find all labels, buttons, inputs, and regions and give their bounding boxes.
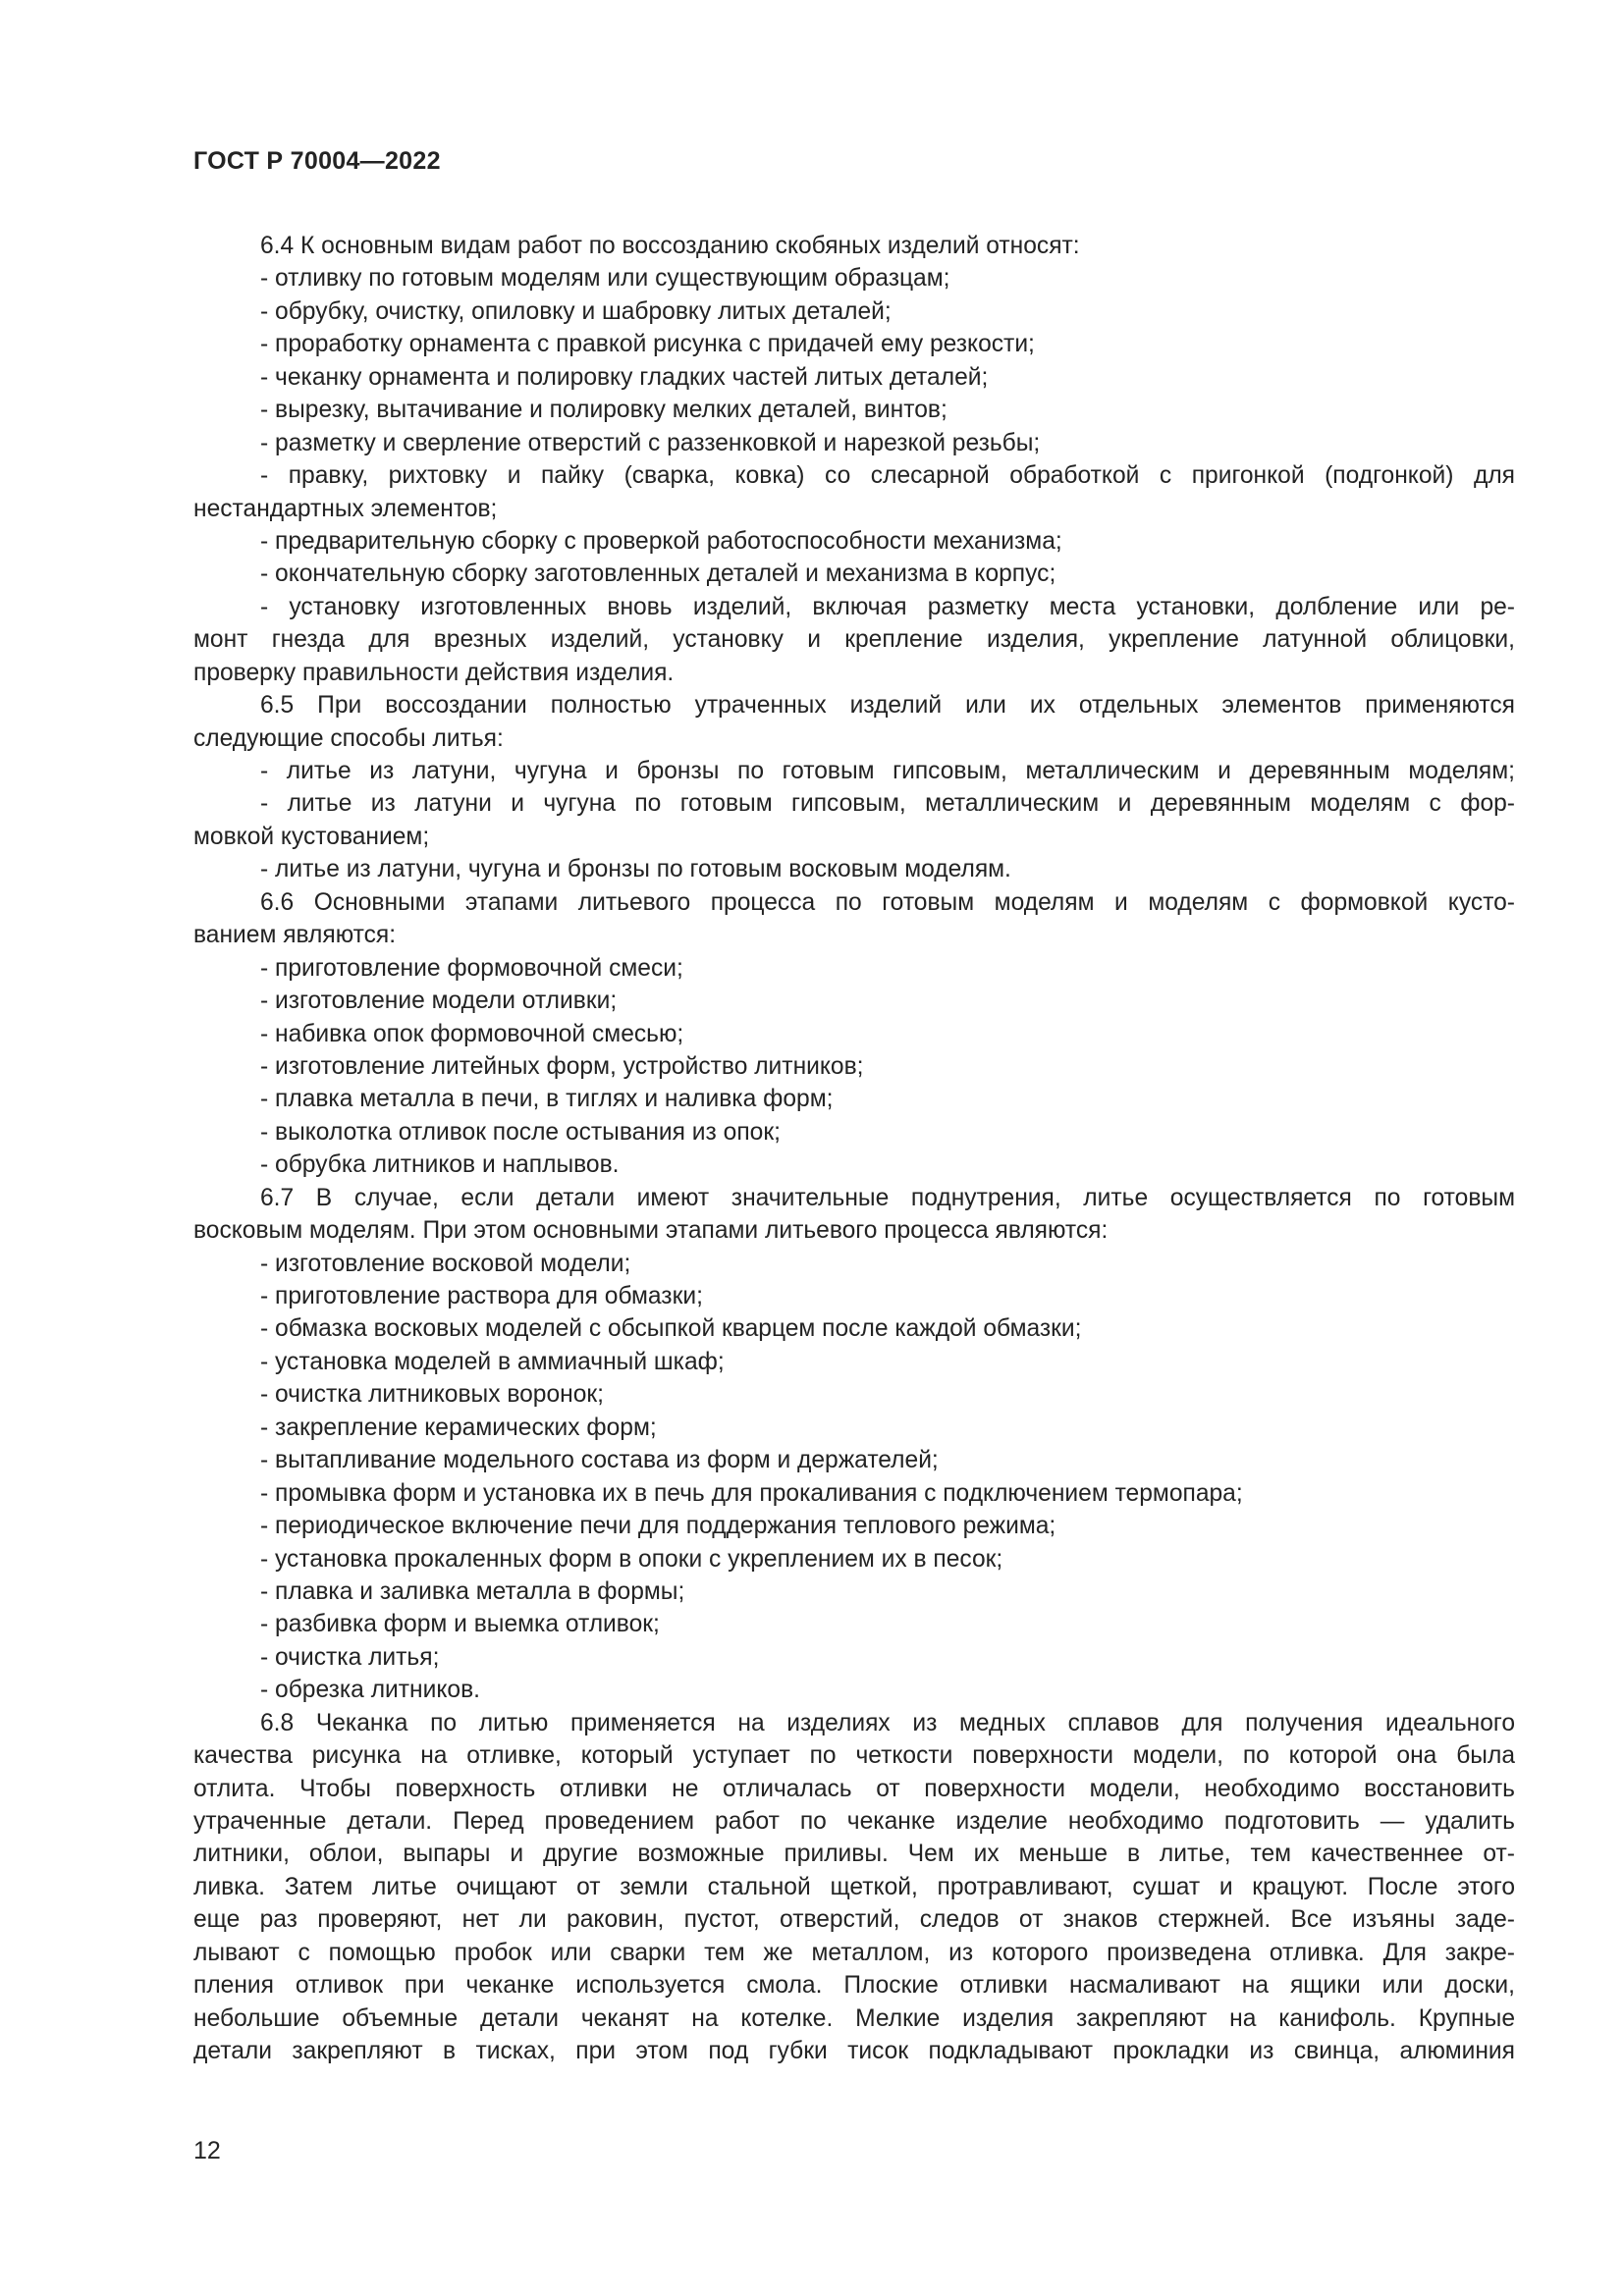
text-line: - приготовление раствора для обмазки;: [260, 1283, 703, 1309]
text-line: - закрепление керамических форм;: [260, 1414, 657, 1441]
text-line: следующие способы литья:: [193, 724, 504, 752]
text-line: - разметку и сверление отверстий с раззенковкой и нарезкой резьбы;: [260, 429, 1041, 456]
text-line: ванием являются:: [193, 922, 397, 949]
text-line: - литье из латуни, чугуна и бронзы по готовым восковым моделям.: [260, 856, 1011, 883]
text-line: восковым моделям. При этом основными этапами литьевого процесса являются:: [193, 1217, 1109, 1245]
text-line: нестандартных элементов;: [193, 495, 498, 522]
text-line: - литье из латуни, чугуна и бронзы по готовым гипсовым, металлическим и деревянным моделям;: [260, 758, 1515, 784]
text-line: монт гнезда для врезных изделий, установку и крепление изделия, укрепление латунной облицовки,: [193, 626, 1515, 654]
text-line: - чеканку орнамента и полировку гладких частей литых деталей;: [260, 363, 989, 391]
text-line: - набивка опок формовочной смесью;: [260, 1020, 684, 1047]
text-line: лывают с помощью пробок или сварки тем же металлом, из которого произведена отливка. Для закре-: [193, 1939, 1515, 1966]
text-line: - проработку орнамента с правкой рисунка с придачей ему резкости;: [260, 331, 1035, 358]
text-line: - выколотка отливок после остывания из опок;: [260, 1118, 781, 1146]
text-line: - плавка металла в печи, в тиглях и наливка форм;: [260, 1086, 834, 1113]
text-line: утраченные детали. Перед проведением работ по чеканке изделие необходимо подготовить — удалить: [193, 1808, 1515, 1835]
text-line: - вырезку, вытачивание и полировку мелких деталей, винтов;: [260, 397, 947, 424]
text-line: - плавка и заливка металла в формы;: [260, 1577, 685, 1605]
text-line: - изготовление восковой модели;: [260, 1250, 631, 1277]
text-line: качества рисунка на отливке, который уступает по четкости поверхности модели, по которой она была: [193, 1742, 1515, 1770]
text-line: отлита. Чтобы поверхность отливки не отличалась от поверхности модели, необходимо восстановить: [193, 1775, 1515, 1802]
text-line: - изготовление модели отливки;: [260, 988, 618, 1015]
text-line: мовкой кустованием;: [193, 823, 430, 850]
text-line: - вытапливание модельного состава из форм и держателей;: [260, 1447, 939, 1474]
text-line: небольшие объемные детали чеканят на котелке. Мелкие изделия закрепляют на канифоль. Крупные: [193, 2004, 1515, 2032]
text-line: - обрубку, очистку, опиловку и шабровку литых деталей;: [260, 297, 892, 325]
page-number: 12: [193, 2137, 221, 2164]
text-line: - промывка форм и установка их в печь для прокаливания с подключением термопара;: [260, 1479, 1243, 1507]
text-line: 6.4 К основным видам работ по воссозданию скобяных изделий относят:: [260, 233, 1080, 259]
text-line: - обмазка восковых моделей с обсыпкой кварцем после каждой обмазки;: [260, 1315, 1082, 1343]
text-line: - правку, рихтовку и пайку (сварка, ковка) со слесарной обработкой с пригонкой (подгонкой) для: [260, 462, 1515, 490]
text-line: 6.8 Чеканка по литью применяется на изделиях из медных сплавов для получения идеального: [260, 1709, 1515, 1736]
text-line: - обрезка литников.: [260, 1677, 480, 1704]
text-line: - периодическое включение печи для поддержания теплового режима;: [260, 1513, 1056, 1540]
text-line: 6.5 При воссоздании полностью утраченных изделий или их отдельных элементов применяются: [260, 692, 1515, 720]
text-line: - очистка литья;: [260, 1643, 440, 1671]
text-line: детали закрепляют в тисках, при этом под губки тисок подкладывают прокладки из свинца, алюминия: [193, 2038, 1515, 2065]
text-line: - очистка литниковых воронок;: [260, 1381, 605, 1409]
text-line: пления отливок при чеканке используется смола. Плоские отливки насмаливают на ящики или доски,: [193, 1972, 1515, 2000]
text-line: 6.7 В случае, если детали имеют значительные поднутрения, литье осуществляется по готовым: [260, 1184, 1515, 1211]
text-line: - приготовление формовочной смеси;: [260, 954, 683, 982]
text-line: - разбивка форм и выемка отливок;: [260, 1611, 660, 1638]
text-line: - обрубка литников и наплывов.: [260, 1151, 620, 1179]
document-body: [193, 230, 1515, 2068]
text-line: еще раз проверяют, нет ли раковин, пустот, отверстий, следов от знаков стержней. Все изъяны заде-: [193, 1906, 1515, 1934]
text-line: ливка. Затем литье очищают от земли стальной щеткой, протравливают, сушат и крацуют. После этого: [193, 1873, 1515, 1900]
text-line: - окончательную сборку заготовленных деталей и механизма в корпус;: [260, 561, 1056, 588]
text-line: - установку изготовленных вновь изделий, включая разметку места установки, долбление или ре-: [260, 593, 1515, 620]
text-line: 6.6 Основными этапами литьевого процесса по готовым моделям и моделям с формовкой кусто-: [260, 888, 1515, 916]
text-line: - установка прокаленных форм в опоки с укреплением их в песок;: [260, 1545, 1003, 1573]
document-header: ГОСТ Р 70004—2022: [193, 147, 441, 175]
text-line: - отливку по готовым моделям или существующим образцам;: [260, 265, 950, 293]
text-line: проверку правильности действия изделия.: [193, 659, 675, 686]
text-line: литники, облои, выпары и другие возможные приливы. Чем их меньше в литье, тем качественнее от-: [193, 1841, 1515, 1868]
text-line: - литье из латуни и чугуна по готовым гипсовым, металлическим и деревянным моделям с фор-: [260, 790, 1515, 818]
text-line: - предварительную сборку с проверкой работоспособности механизма;: [260, 527, 1062, 555]
text-line: - установка моделей в аммиачный шкаф;: [260, 1348, 725, 1375]
text-line: - изготовление литейных форм, устройство литников;: [260, 1052, 864, 1080]
